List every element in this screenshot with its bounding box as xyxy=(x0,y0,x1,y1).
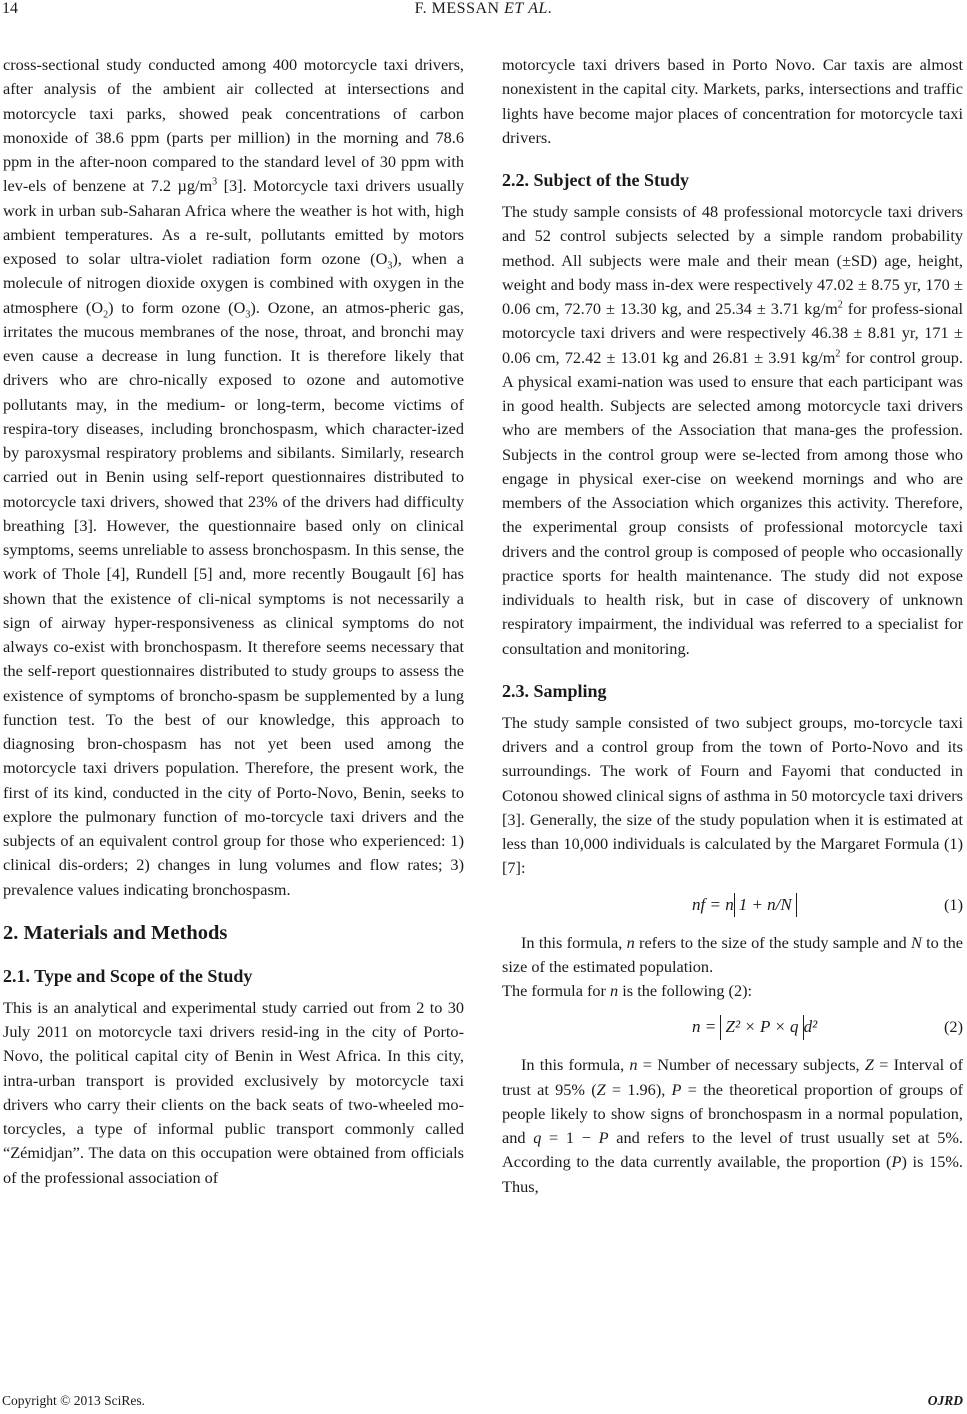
formula2-intro: The formula for n is the following (2): xyxy=(502,981,753,1000)
right-column xyxy=(502,53,963,1199)
running-head-author: F. MESSAN xyxy=(414,0,500,17)
page-header xyxy=(0,0,967,24)
running-head xyxy=(0,0,967,18)
subsection-heading-subject: 2.2. Subject of the Study xyxy=(502,170,690,190)
journal-abbreviation: OJRD xyxy=(927,1393,963,1408)
sampling-paragraph: The study sample consisted of two subject groups, mo-torcycle taxi drivers and a control group from the town of Porto-Novo and its surroundings. The work of Fourn and Fayomi that conducted in Cotonou showed clinical signs of asthma in 50 motorcycle taxi drivers [3]. Generally, the size of the study population when it is estimated at less than 10,000 individuals is calculated by the Margaret Formula (1) [7]: xyxy=(502,712,963,878)
continuation-paragraph: motorcycle taxi drivers based in Porto Novo. Car taxis are almost nonexistent in the capital city. Markets, parks, intersections and traffic lights have become major places of concentration for motorcycle taxi drivers. xyxy=(502,55,963,147)
page-number: 14 xyxy=(2,0,18,17)
type-scope-paragraph: This is an analytical and experimental study carried out from 2 to 30 July 2011 on motorcycle taxi drivers resid-ing in the city of Porto-Novo, the political capital city of Benin in West Africa. In this city, intra-urban transport is provided exclusively by motorcycle taxi drivers who carry their clients on the back seats of two-wheeled mo-torcycles, a type of informal public transport commonly called “Zémidjan”. The data on this occupation were obtained from officials of the professional association of xyxy=(3,997,464,1187)
equation-2: n = Z² × P × q d² (2) xyxy=(502,1011,963,1047)
running-head-al: AL. xyxy=(528,0,553,17)
left-column xyxy=(3,53,464,1190)
equation-1: nf = n 1 + n/N (1) xyxy=(502,889,963,925)
copyright-notice: Copyright © 2013 SciRes. xyxy=(2,1393,146,1408)
formula2-explanation: In this formula, n = Number of necessary subjects, Z = Interval of trust at 95% (Z = 1.96), P = the theoretical proportion of groups of people likely to show signs of bronchospasm in a normal population, and q = 1 − P and refers to the level of trust usually set at 5%. According to the data currently available, the proportion (P) is 15%. Thus, xyxy=(502,1055,964,1196)
equation-1-number: (1) xyxy=(944,894,963,914)
section-heading-materials-methods: 2. Materials and Methods xyxy=(3,921,228,944)
formula1-explanation: In this formula, n refers to the size of the study sample and N to the size of the estimated population. xyxy=(502,932,964,976)
subsection-heading-sampling: 2.3. Sampling xyxy=(502,680,607,701)
subject-paragraph: The study sample consists of 48 professional motorcycle taxi drivers and 52 control subjects selected by a simple random probability method. All subjects were male and their mean (±SD) age, height, weight and body mass in-dex were respectively 47.02 ± 8.75 yr, 170 ± 0.06 cm, 72.70 ± 13.30 kg, and 25.34 ± 3.71 $kg/m^2$ for profess-sional motorcycle taxi drivers and were respectively 46.38 ± 8.81 yr, 171 ± 0.06 cm, 72.42 ± 13.01 kg and 26.81 ± 3.91 $kg/m^2$ for control group. A physical exami-nation was used to ensure that each participant was in good health. Subjects are selected among motorcycle taxi drivers who are members of the Association that mana-ges the profession. Subjects in the control group were se-lected from among those who engage in physical exer-cise on weekend mornings and who are members of the Association which organizes this activity. Therefore, the experimental group consists of professional motorcycle taxi drivers and the control group is composed of people who occasionally practice sports for health maintenance. The study did not expose individuals to health risk, but in case of discovery of unknown respiratory impairment, the individual was referred to a specialist for consultation and monitoring. xyxy=(502,202,963,658)
running-head-et: ET xyxy=(504,0,524,17)
equation-2-number: (2) xyxy=(944,1017,963,1037)
subsection-heading-type-scope: 2.1. Type and Scope of the Study xyxy=(3,965,253,986)
intro-paragraph: cross-sectional study conducted among 400 motorcycle taxi drivers, after analysis of the ambient air collected at intersections and motorcycle taxi parks, showed peak concentrations of carbon monoxide of 38.6 ppm (parts per million) in the morning and 78.6 ppm in the after-noon compared to the standard level of 30 ppm with lev-els of benzene at 7.2 $\mu g/m^3$ [3]. Motorcycle taxi drivers usually work in urban sub-Saharan Africa where the weather is hot with, high ambient temperatures. As a re-sult, pollutants emitted by motors exposed to solar ultra-violet radiation form ozone $(O_3)$, when a molecule of nitrogen dioxide oxygen is combined with oxygen in the atmosphere $(O_2)$ to form ozone $(O_3)$. Ozone, an atmos-pheric gas, irritates the mucous membranes of the nose, throat, and bronchi may even cause a decrease in lung function. It is therefore likely that drivers who are chro-nically exposed to ozone and automotive pollutants may, in the medium- or long-term, become victims of respira-tory diseases, including bronchospasm, which character-ized by paroxysmal respiratory problems and sibilants. Similarly, research carried out in Benin using self-report questionnaires distributed to motorcycle taxi drivers, showed that 23% of the drivers had difficulty breathing [3]. However, the questionnaire based only on clinical symptoms, seems unreliable to assess bronchospasm. In this sense, the work of Thole [4], Rundell [5] and, more recently Bougault [6] has shown that the existence of cli-nical symptoms is not necessarily a sign of airway hyper-responsiveness as clinical symptoms do not always co-exist with bronchospasm. It therefore seems necessary that the self-report questionnaires distributed to study groups to assess the existence of symptoms of broncho-spasm be supplemented by a lung function test. To the best of our knowledge, this approach to diagnosing bron-chospasm has not yet been used among the motorcycle taxi drivers population. Therefore, the present work, the first of its kind, conducted in the city of Porto-Novo, Benin, seeks to explore the pulmonary function of mo-torcycle taxi drivers and the subjects of an equivalent control group for those who experienced: 1) clinical dis-orders; 2) changes in lung volumes and flow rates; 3) prevalence values indicating bronchospasm. xyxy=(3,55,465,899)
